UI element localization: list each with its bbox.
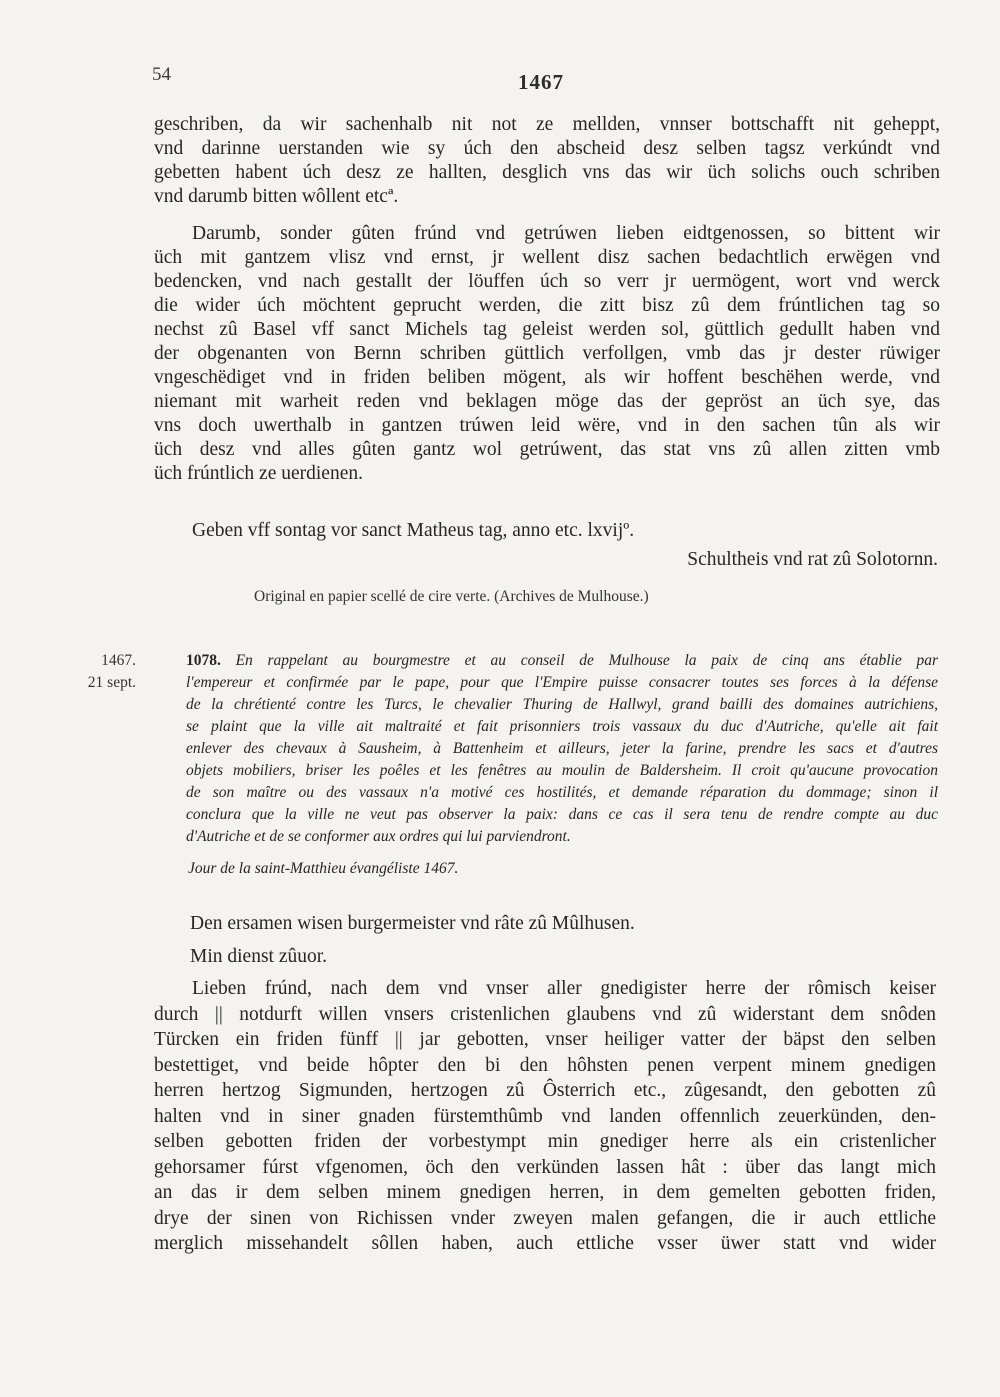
text-line: üch frúntlich ze uerdienen. — [154, 463, 363, 484]
text-line: Lieben frúnd, nach dem vnd vnser aller gnedigister herre der rômisch keiser — [192, 978, 936, 999]
regest-line: se plaint que la ville ait maltraité et fait prisonniers trois vassaux du duc d'Autriche, qu'elle ait fait — [186, 718, 938, 735]
text-line: vngeschëdiget vnd in friden beliben mögent, als wir hoffent beschëhen werde, vnd — [154, 367, 940, 388]
text-line: bestettiget, vnd beide hôpter den bi den hôhsten penen verpent minem gnedigen — [154, 1054, 936, 1076]
text-line: drye der sinen von Richissen vnder zweyen malen gefangen, die ir auch ettliche — [154, 1207, 936, 1229]
text-line: üch mit gantzem vlisz vnd ernst, jr wellent disz sachen bedachtlich erwëgen vnd — [154, 247, 940, 268]
regest-summary — [186, 650, 938, 848]
text-line: geschriben, da wir sachenhalb nit not ze mellden, vnnser bottschafft nit geheppt, — [154, 114, 940, 135]
entry-number: 1078. — [186, 652, 221, 669]
page-number: 54 — [152, 64, 171, 85]
running-header-year: 1467 — [518, 70, 564, 94]
text-line: die wider úch möchtent geprucht werden, die zitt bisz zû dem frúntlichen tag so — [154, 295, 940, 316]
text-line: gebetten habent úch desz ze hallten, desglich vns das wir üch solichs ouch schriben — [154, 162, 940, 183]
text-line: merglich missehandelt sôllen haben, auch ettliche vsser üwer statt vnd wider — [154, 1233, 936, 1254]
letter-date-line: Geben vff sontag vor sanct Matheus tag, anno etc. lxvijº. — [192, 520, 635, 541]
regest-line — [186, 650, 938, 672]
letter-1077-text — [154, 113, 940, 209]
text-line: vns doch uwerthalb in gantzen trúwen leid wëre, vnd in den sachen tûn als wir — [154, 415, 940, 436]
archive-note: Original en papier scellé de cire verte. (Archives de Mulhouse.) — [254, 588, 649, 605]
text-line: an das ir dem selben minem gnedigen herren, in dem gemelten gebotten friden, — [154, 1182, 936, 1203]
text-line: niemant mit warheit reden vnd beklagen möge das der gepröst an üch sye, das — [154, 391, 940, 412]
margin-year: 1467. — [101, 652, 136, 669]
regest-line: l'empereur et confirmée par le pape, pour que l'Empire puisse consacrer toutes ses forces à la défense — [186, 674, 938, 691]
text-line: nechst zû Basel vff sanct Michels tag geleist werden sol, güttlich gedullt haben vnd — [154, 319, 940, 340]
regest-line: de la chrétienté contre les Turcs, le chevalier Thuring de Hallwyl, grand bailli des domaines autrichiens, — [186, 696, 938, 713]
text-line: vnd darinne uerstanden wie sy úch den abscheid desz selben tagsz verkúndt vnd — [154, 138, 940, 159]
text-line: durch || notdurft willen vnsers cristenlichen glaubens vnd zû widerstant dem snôden — [154, 1003, 936, 1025]
text-line: halten vnd in siner gnaden fürstemthûmb vnd landen offennlich zeuerkünden, den- — [154, 1105, 936, 1127]
regest-text: En rappelant au bourgmestre et au conseil de Mulhouse la paix de cinq ans établie par — [235, 652, 939, 669]
regest-line: conclura que la ville ne veut pas observer la paix: dans ce cas il sera tenu de rendre compte au duc — [186, 806, 938, 823]
text-line: selben gebotten friden der vorbestympt min gnediger herre als ein cristenlicher — [154, 1131, 936, 1152]
text-line: Türcken ein friden fünff || jar gebotten, vnser heiliger vatter der bäpst den selben — [154, 1029, 936, 1050]
regest-line: enlever des chevaux à Sausheim, à Battenheim et ailleurs, jeter la farine, prendre les sacs et d'autres — [186, 740, 938, 757]
text-line: herren hertzog Sigmunden, hertzogen zû Ôsterrich etc., zûgesandt, den gebotten zû — [154, 1080, 936, 1101]
text-line: gehorsamer fúrst vfgenomen, öch den verkünden lassen hât : über das langt mich — [154, 1156, 936, 1178]
text-line: vnd darumb bitten wôllent etcª. — [154, 186, 399, 207]
margin-day: 21 sept. — [87, 674, 136, 691]
letter-1078-text — [154, 976, 936, 1257]
regest-line: d'Autriche et de se conformer aux ordres qui lui parviendront. — [186, 828, 571, 845]
letter-signature: Schultheis vnd rat zû Solotornn. — [687, 549, 938, 570]
regest-date: Jour de la saint-Matthieu évangéliste 1467. — [188, 860, 459, 877]
regest-line: objets mobiliers, briser les poêles et les fenêtres au moulin de Baldersheim. Il croit qu'aucune provocation — [186, 762, 938, 779]
text-line: Darumb, sonder gûten frúnd vnd getrúwen lieben eidtgenossen, so bittent wir — [192, 223, 940, 244]
letter-1077-paragraph-2 — [154, 222, 940, 486]
regest-line: de son maître ou des vassaux n'a motivé ces hostilités, et demande réparation du dommage; sinon il — [186, 784, 938, 801]
text-line: üch desz vnd alles gûten gantz wol getrúwent, das stat vns zû allen zitten vmb — [154, 439, 940, 460]
text-line: bedencken, vnd nach gestallt der löuffen úch so verr jr uermögent, wort vnd werck — [154, 271, 940, 292]
letter-salutation: Min dienst zûuor. — [190, 946, 328, 967]
text-line: der obgenanten von Bernn schriben güttlich verfollgen, vmb das jr dester rüwiger — [154, 343, 940, 364]
letter-address: Den ersamen wisen burgermeister vnd râte zû Mûlhusen. — [190, 913, 635, 934]
